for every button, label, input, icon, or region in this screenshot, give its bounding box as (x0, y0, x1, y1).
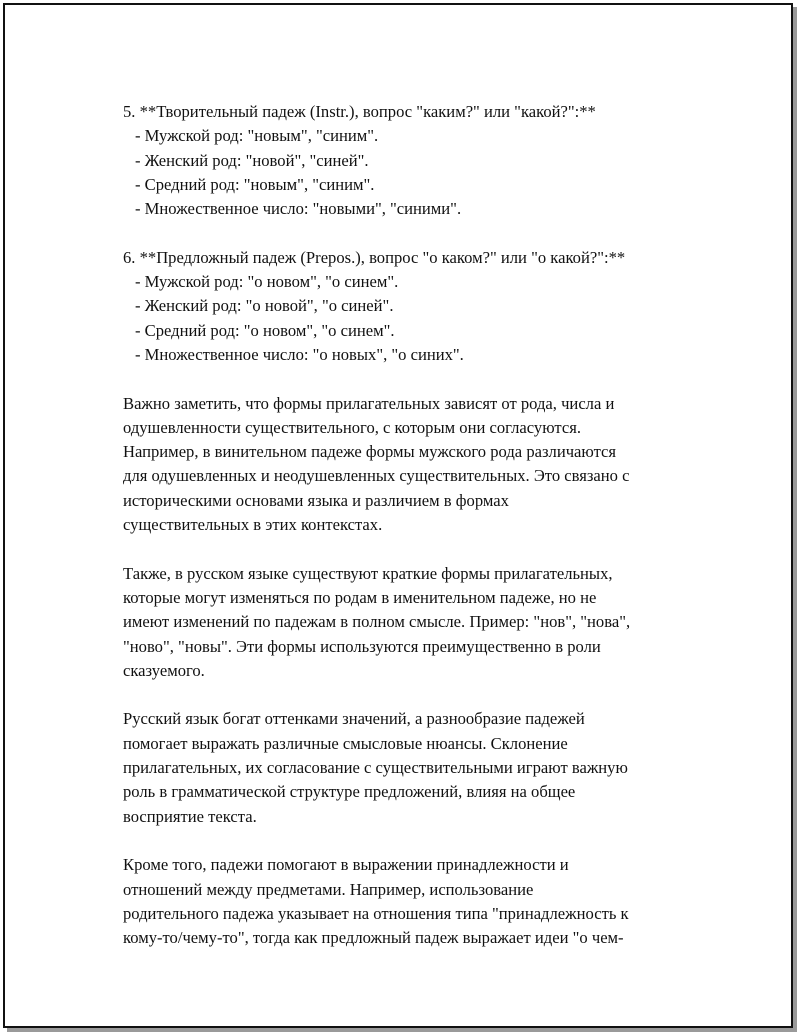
paragraph-line: отношений между предметами. Например, использование (123, 879, 534, 899)
paragraph-line: историческими основами языка и различием в формах (123, 490, 509, 510)
spacer (123, 829, 703, 853)
paragraph-line: Кроме того, падежи помогают в выражении принадлежности и (123, 855, 569, 875)
list-item: - Женский род: "о новой", "о синей". (135, 296, 394, 316)
paragraph (123, 707, 703, 828)
paragraph-line: Также, в русском языке существуют краткие формы прилагательных, (123, 563, 613, 583)
paragraph (123, 392, 703, 538)
spacer (123, 221, 703, 245)
paragraph (123, 853, 703, 950)
paragraph-line: прилагательных, их согласование с существительными играют важную (123, 758, 628, 778)
paragraph-line: восприятие текста. (123, 806, 257, 826)
list-item: - Мужской род: "о новом", "о синем". (135, 272, 399, 292)
paragraph-line: которые могут изменяться по родам в именительном падеже, но не (123, 587, 597, 607)
list-item: - Женский род: "новой", "синей". (135, 150, 369, 170)
spacer (123, 537, 703, 561)
spacer (123, 683, 703, 707)
paragraph-line: Важно заметить, что формы прилагательных зависят от рода, числа и (123, 393, 615, 413)
paragraph-line: кому-то/чему-то", тогда как предложный падеж выражает идеи "о чем- (123, 928, 624, 948)
document-page (3, 3, 793, 1028)
spacer (123, 367, 703, 391)
paragraph-line: Русский язык богат оттенками значений, а разнообразие падежей (123, 709, 585, 729)
paragraph-line: одушевленности существительного, с которым они согласуются. (123, 417, 581, 437)
paragraph-line: существительных в этих контекстах. (123, 515, 383, 535)
document-body (123, 100, 703, 950)
instrumental-case-section (123, 100, 703, 221)
paragraph-line: помогает выражать различные смысловые нюансы. Склонение (123, 733, 568, 753)
list-item: - Мужской род: "новым", "синим". (135, 126, 379, 146)
list-item: - Средний род: "о новом", "о синем". (135, 320, 395, 340)
list-item: - Средний род: "новым", "синим". (135, 174, 375, 194)
paragraph-line: Например, в винительном падеже формы мужского рода различаются (123, 442, 617, 462)
section-heading: 5. **Творительный падеж (Instr.), вопрос "каким?" или "какой?":** (123, 102, 596, 121)
paragraph (123, 562, 703, 683)
list-item: - Множественное число: "о новых", "о синих". (135, 344, 464, 364)
section-heading: 6. **Предложный падеж (Prepos.), вопрос "о каком?" или "о какой?":** (123, 247, 626, 267)
paragraph-line: для одушевленных и неодушевленных существительных. Это связано с (123, 466, 630, 486)
prepositional-case-section (123, 246, 703, 367)
paragraph-line: "ново", "новы". Эти формы используются преимущественно в роли (123, 636, 601, 656)
list-item: - Множественное число: "новыми", "синими". (135, 199, 462, 219)
paragraph-line: сказуемого. (123, 660, 205, 680)
paragraph-line: роль в грамматической структуре предложений, влияя на общее (123, 782, 576, 802)
paragraph-line: имеют изменений по падежам в полном смысле. Пример: "нов", "нова", (123, 612, 631, 632)
paragraph-line: родительного падежа указывает на отношения типа "принадлежность к (123, 903, 629, 923)
